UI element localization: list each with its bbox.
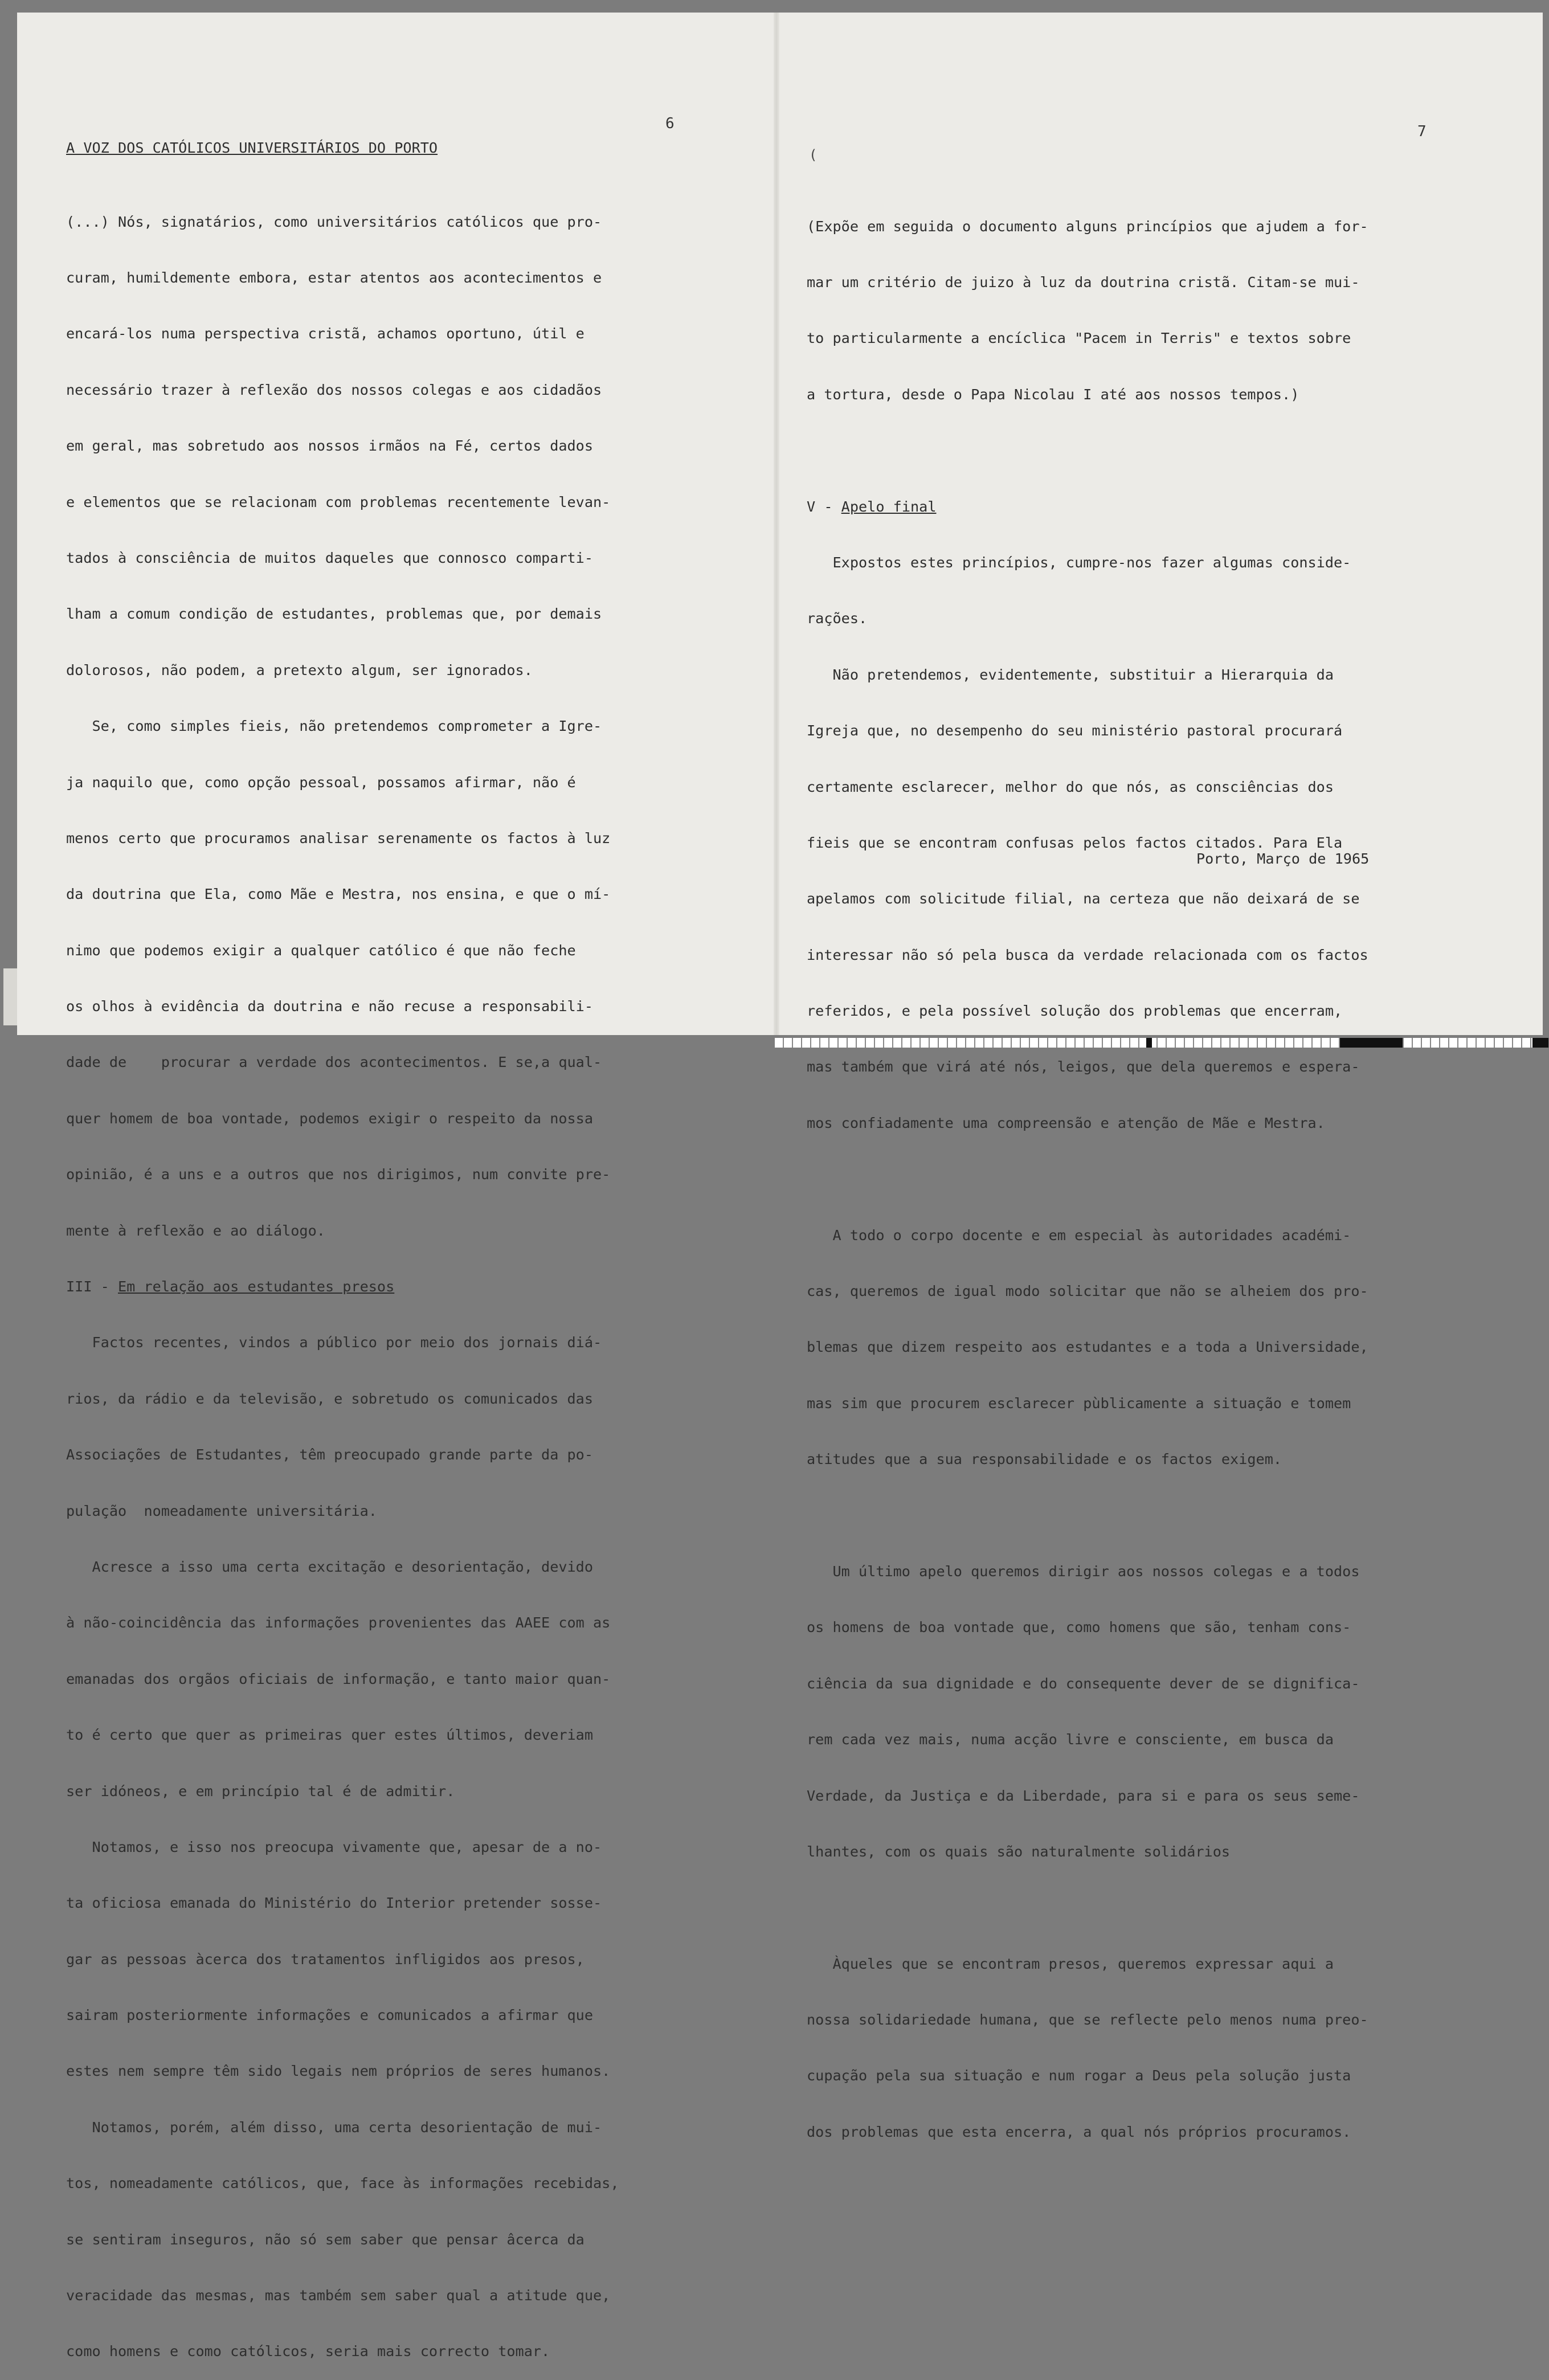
section-heading-row <box>807 498 1496 517</box>
text-line: como homens e como católicos, seria mais correcto tomar. <box>66 2343 550 2360</box>
text-line: veracidade das mesmas, mas também sem saber qual a atitude que, <box>66 2287 611 2304</box>
section-heading: Em relação aos estudantes presos <box>118 1278 395 1295</box>
scale-ruler <box>775 1038 1548 1048</box>
text-line: lhantes, com os quais são naturalmente solidários <box>807 1843 1231 1860</box>
text-line: curam, humildemente embora, estar atentos aos acontecimentos e <box>66 269 602 286</box>
text-line: blemas que dizem respeito aos estudantes e a toda a Universidade, <box>807 1339 1368 1356</box>
signature-date: Porto, Março de 1965 <box>1196 850 1370 867</box>
text-line: Associações de Estudantes, têm preocupado grande parte da po- <box>66 1446 594 1463</box>
text-line: A todo o corpo docente e em especial às autoridades académi- <box>807 1226 1351 1244</box>
text-line: ser idóneos, e em princípio tal é de admitir. <box>66 1782 455 1800</box>
ruler-block <box>1146 1038 1152 1048</box>
text-line: Verdade, da Justiça e da Liberdade, para si e para os seus seme- <box>807 1787 1360 1804</box>
text-line: Expostos estes princípios, cumpre-nos fazer algumas conside- <box>807 554 1351 571</box>
text-line: pulação nomeadamente universitária. <box>66 1502 377 1519</box>
text-line: atitudes que a sua responsabilidade e os factos exigem. <box>807 1451 1282 1468</box>
text-line: tos, nomeadamente católicos, que, face às informações recebidas, <box>66 2175 619 2192</box>
left-page-body <box>66 175 755 2380</box>
blank-line <box>807 1899 1496 1917</box>
text-line: Não pretendemos, evidentemente, substituir a Hierarquia da <box>807 666 1334 683</box>
page-title: A VOZ DOS CATÓLICOS UNIVERSITÁRIOS DO PORTO <box>66 140 438 156</box>
text-line: ta oficiosa emanada do Ministério do Interior pretender sosse- <box>66 1895 602 1912</box>
page-number-right: 7 <box>1417 123 1427 140</box>
text-line: gar as pessoas àcerca dos tratamentos infligidos aos presos, <box>66 1950 585 1968</box>
right-page-body <box>807 180 1496 2160</box>
text-line: rem cada vez mais, numa acção livre e consciente, em busca da <box>807 1731 1334 1748</box>
text-line: em geral, mas sobretudo aos nossos irmãos na Fé, certos dados <box>66 437 594 455</box>
text-line: mos confiadamente uma compreensão e atenção de Mãe e Mestra. <box>807 1114 1325 1131</box>
text-line: certamente esclarecer, melhor do que nós, as consciências dos <box>807 778 1334 795</box>
text-line: Factos recentes, vindos a público por meio dos jornais diá- <box>66 1334 602 1351</box>
text-line: emanadas dos orgãos oficiais de informação, e tanto maior quan- <box>66 1670 611 1687</box>
page-fold <box>774 13 779 1035</box>
text-line: mas sim que procurem esclarecer pùblicamente a situação e tomem <box>807 1395 1351 1412</box>
text-line: quer homem de boa vontade, podemos exigir o respeito da nossa <box>66 1110 594 1127</box>
text-line: cas, queremos de igual modo solicitar que não se alheiem dos pro- <box>807 1283 1368 1300</box>
text-line: fieis que se encontram confusas pelos factos citados. Para Ela <box>807 834 1343 851</box>
page-number-left: 6 <box>665 115 675 132</box>
blank-line <box>807 1507 1496 1526</box>
text-line: Notamos, porém, além disso, uma certa desorientação de mui- <box>66 2119 602 2136</box>
text-line: Àqueles que se encontram presos, queremos expressar aqui a <box>807 1955 1334 1972</box>
text-line: ciência da sua dignidade e do consequente dever de se dignifica- <box>807 1675 1360 1692</box>
text-line: mar um critério de juizo à luz da doutrina cristã. Citam-se mui- <box>807 273 1360 291</box>
text-line: to particularmente a encíclica "Pacem in Terris" e textos sobre <box>807 330 1351 347</box>
text-line: Acresce a isso uma certa excitação e desorientação, devido <box>66 1558 594 1575</box>
text-line: mas também que virá até nós, leigos, que dela queremos e espera- <box>807 1058 1360 1076</box>
text-line: dos problemas que esta encerra, a qual nós próprios procuramos. <box>807 2123 1351 2140</box>
text-line: opinião, é a uns e a outros que nos dirigimos, num convite pre- <box>66 1166 611 1183</box>
text-line: (...) Nós, signatários, como universitários católicos que pro- <box>66 213 602 230</box>
text-line: (Expõe em seguida o documento alguns princípios que ajudem a for- <box>807 218 1368 235</box>
section-number: V - <box>807 498 841 515</box>
text-line: menos certo que procuramos analisar serenamente os factos à luz <box>66 829 611 847</box>
text-line: da doutrina que Ela, como Mãe e Mestra, nos ensina, e que o mí- <box>66 886 611 903</box>
text-line: tados à consciência de muitos daqueles que connosco comparti- <box>66 549 594 566</box>
text-line: nossa solidariedade humana, que se reflecte pelo menos numa preo- <box>807 2011 1368 2029</box>
text-line: Notamos, e isso nos preocupa vivamente que, apesar de a no- <box>66 1838 602 1855</box>
ruler-block <box>1340 1038 1403 1048</box>
text-line: lham a comum condição de estudantes, problemas que, por demais <box>66 606 602 623</box>
text-line: Um último apelo queremos dirigir aos nossos colegas e a todos <box>807 1563 1360 1580</box>
text-line: mente à reflexão e ao diálogo. <box>66 1222 325 1239</box>
text-line: Igreja que, no desempenho do seu ministério pastoral procurará <box>807 722 1343 739</box>
text-line: to é certo que quer as primeiras quer estes últimos, deveriam <box>66 1727 594 1744</box>
text-line: e elementos que se relacionam com problemas recentemente levan- <box>66 493 611 510</box>
blank-line <box>807 1170 1496 1189</box>
text-line: encará-los numa perspectiva cristã, achamos oportuno, útil e <box>66 325 585 342</box>
section-number: III - <box>66 1278 118 1295</box>
section-heading: Apelo final <box>841 498 937 515</box>
text-line: os olhos à evidência da doutrina e não recuse a responsabili- <box>66 998 594 1015</box>
text-line: nimo que podemos exigir a qualquer católico é que não feche <box>66 942 576 959</box>
text-line: ja naquilo que, como opção pessoal, possamos afirmar, não é <box>66 774 576 791</box>
text-line: dolorosos, não podem, a pretexto algum, ser ignorados. <box>66 661 533 678</box>
text-line: a tortura, desde o Papa Nicolau I até aos nossos tempos.) <box>807 386 1299 403</box>
stray-mark: ( <box>809 147 818 163</box>
text-line: interessar não só pela busca da verdade relacionada com os factos <box>807 946 1368 963</box>
text-line: apelamos com solicitude filial, na certeza que não deixará de se <box>807 890 1360 907</box>
text-line: cupação pela sua situação e num rogar a Deus pela solução justa <box>807 2067 1351 2084</box>
text-line: estes nem sempre têm sido legais nem próprios de seres humanos. <box>66 2063 611 2080</box>
text-line: rações. <box>807 610 868 627</box>
text-line: referidos, e pela possível solução dos problemas que encerram, <box>807 1003 1343 1020</box>
text-line: rios, da rádio e da televisão, e sobretudo os comunicados das <box>66 1390 594 1407</box>
blank-line <box>807 441 1496 460</box>
text-line: necessário trazer à reflexão dos nossos colegas e aos cidadãos <box>66 381 602 398</box>
ruler-block <box>1532 1038 1548 1048</box>
text-line: Se, como simples fieis, não pretendemos comprometer a Igre- <box>66 718 602 735</box>
text-line: sairam posteriormente informações e comunicados a afirmar que <box>66 2007 594 2024</box>
text-line: à não-coincidência das informações provenientes das AAEE com as <box>66 1614 611 1631</box>
section-heading-row <box>66 1278 755 1297</box>
text-line: os homens de boa vontade que, como homens que são, tenham cons- <box>807 1619 1351 1636</box>
text-line: dade de procurar a verdade dos acontecimentos. E se,a qual- <box>66 1054 602 1071</box>
text-line: se sentiram inseguros, não só sem saber que pensar âcerca da <box>66 2231 585 2248</box>
